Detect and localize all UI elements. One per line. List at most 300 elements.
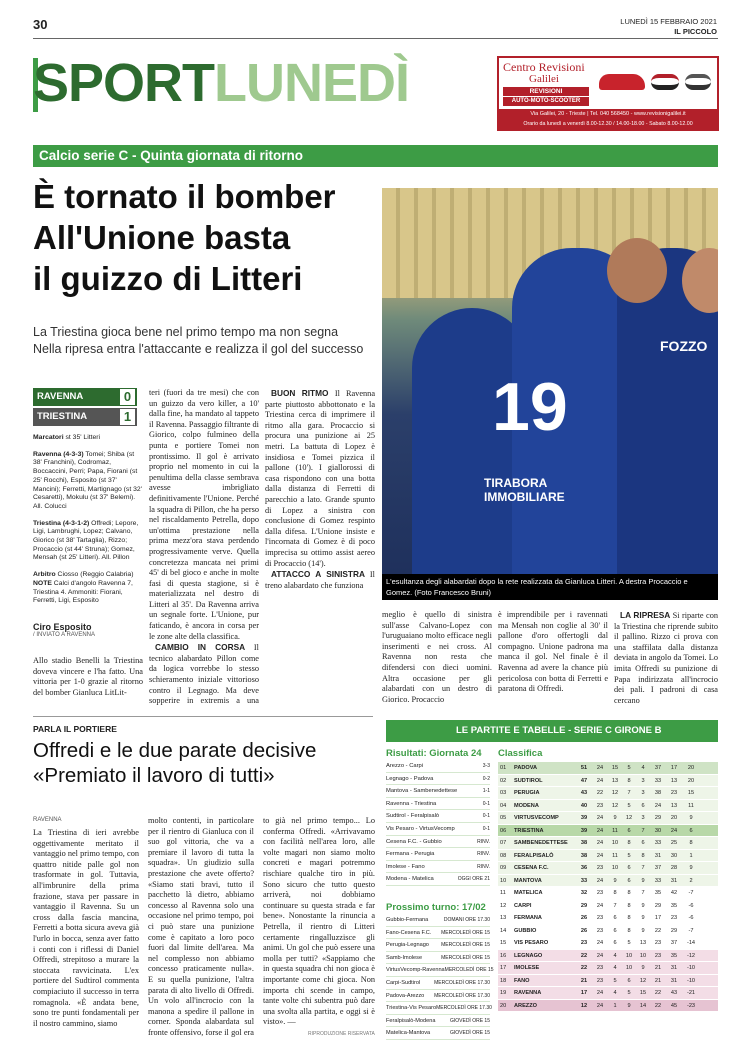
result-match: Legnago - Padova [386, 775, 434, 782]
fixture-value: MERCOLEDÌ ORE 17.30 [436, 1005, 492, 1012]
standings-cell: 24 [596, 952, 604, 959]
standings-cell: 13 [670, 802, 678, 809]
team-name: SUDTIROL [514, 777, 543, 784]
standings-cell: 23 [596, 802, 604, 809]
paragraph-kicker: BUON RITMO [271, 388, 335, 398]
standings-row [498, 837, 718, 850]
standings-cell: 23 [654, 940, 662, 946]
result-value: OGGI ORE 21 [457, 876, 490, 883]
standings-cell: 18 [500, 977, 507, 984]
standings-cell: 6 [613, 927, 617, 934]
standings-cell: 11 [612, 827, 618, 834]
standings-cell: 5 [627, 940, 631, 946]
section-title: Calcio serie C - Quinta giornata di ritorno [39, 148, 304, 163]
standings-row [498, 812, 718, 825]
article-col-1-lead [33, 656, 143, 708]
team-name: MODENA [514, 802, 539, 809]
standings-cell: 10 [639, 952, 647, 959]
standings-cell: 13 [670, 777, 678, 784]
standings-cell: 23 [670, 915, 678, 921]
article-attacco-cont: è imprendibile per i ravennati ma Mensah non coglie al 30' il pallone d'oro offertogli dal compagno. Unione padrona ma manca il gol. Nel finale è il Ravenna ad avere la chance più pericolosa con botta di Ferretti e paratona di Offredi. [498, 610, 608, 694]
standings-cell: 24 [596, 827, 604, 834]
standings-cell: 14 [639, 1002, 647, 1009]
result-match: Ravenna - Triestina [386, 800, 437, 807]
standings-cell: 43 [670, 990, 678, 996]
standings-cell: 2 [689, 877, 693, 884]
fixture-match: VirtusVecomp-Ravenna [386, 967, 445, 974]
standings-cell: 15 [500, 940, 507, 946]
standings-cell: 21 [654, 965, 662, 971]
standings-cell: 24 [596, 777, 604, 784]
result-value: RINV. [477, 863, 490, 870]
standings-cell: 24 [596, 902, 604, 909]
tables-banner [386, 720, 718, 742]
section-bar [33, 145, 718, 167]
standings-cell: 7 [641, 890, 645, 896]
standings-cell: 8 [627, 927, 631, 934]
score-row-home [33, 388, 137, 406]
standings-cell: 24 [596, 765, 604, 771]
standings-row [498, 762, 718, 775]
standings-cell: 01 [500, 765, 507, 771]
subhead-line: Nella ripresa entra l'attaccante e realizza il gol del successo [33, 342, 364, 356]
fixture-match: Padova-Arezzo [386, 992, 425, 999]
standings-cell: 15 [639, 990, 647, 996]
standings-cell: 24 [596, 940, 604, 946]
standings-cell: 39 [580, 815, 588, 821]
standings-row [498, 875, 718, 888]
team-name: VIS PESARO [514, 940, 549, 946]
standings-cell: 4 [613, 990, 617, 996]
tabellino [33, 434, 143, 606]
second-col-2 [148, 816, 254, 1038]
article-col-6 [614, 610, 718, 710]
fixture-match: Samb-Imolese [386, 954, 423, 961]
standings-cell: 47 [580, 777, 588, 784]
standings-cell: 22 [654, 1002, 662, 1009]
fixture-row [386, 939, 490, 952]
fixture-value: GIOVEDÌ ORE 15 [449, 1030, 490, 1037]
standings-cell: 40 [580, 802, 588, 809]
fixture-value: MERCOLEDÌ ORE 17.30 [434, 979, 490, 986]
subhead [33, 324, 378, 358]
result-match: Modena - Matelica [386, 876, 434, 883]
standings-cell: -10 [686, 965, 696, 971]
standings-row [498, 962, 718, 975]
fixture-match: Fano-Cesena F.C. [386, 929, 432, 936]
standings-cell: 20 [687, 777, 695, 784]
score-row-away [33, 408, 137, 426]
standings-cell: 29 [670, 927, 678, 934]
result-row [386, 848, 490, 861]
standings-row [498, 987, 718, 1000]
standings-table [498, 762, 718, 1012]
result-value: 0-2 [482, 775, 490, 782]
byline-place: / INVIATO A RAVENNA [33, 632, 96, 638]
fixture-match: Carpi-Sudtirol [386, 979, 421, 986]
standings-cell: 6 [641, 840, 645, 846]
fixture-value: DOMANI ORE 17.30 [443, 917, 490, 923]
standings-cell: 11 [500, 890, 506, 896]
standings-cell: 8 [689, 840, 693, 846]
standings-cell: 10 [625, 965, 633, 971]
away-team: TRIESTINA [37, 411, 88, 422]
standings-cell: 38 [580, 852, 588, 859]
standings-cell: 31 [654, 852, 662, 859]
team-name: FERALPISALÒ [514, 852, 554, 859]
tables-banner-text: LE PARTITE E TABELLE - SERIE C GIRONE B [456, 725, 662, 736]
fixture-match: Feralpisalò-Modena [386, 1017, 436, 1024]
standings-cell: 23 [596, 965, 604, 971]
paragraph-kicker: LA RIPRESA [620, 610, 673, 620]
standings-cell: -10 [686, 977, 696, 984]
team-name: PERUGIA [514, 790, 540, 796]
standings-cell: 8 [627, 777, 631, 784]
standings-cell: -6 [688, 915, 694, 921]
standings-cell: 12 [611, 802, 619, 809]
standings-cell: 6 [613, 940, 617, 946]
shirt-sponsor: TIRABORA IMMOBILIARE [484, 476, 565, 504]
fixture-value: MERCOLEDÌ ORE 15 [441, 954, 490, 961]
standings-cell: 3 [641, 815, 645, 821]
team-name: IMOLESE [514, 965, 540, 971]
page-number: 30 [33, 17, 48, 32]
standings-cell: 06 [500, 827, 507, 834]
standings-cell: 23 [596, 927, 604, 934]
match-photo [382, 188, 718, 600]
standings-cell: 22 [654, 990, 662, 996]
car-icon [599, 74, 645, 90]
result-value: 0-1 [482, 813, 490, 820]
fixture-row [386, 977, 490, 990]
standings-cell: 23 [580, 940, 588, 946]
second-place: RAVENNA [33, 817, 62, 823]
standings-cell: 17 [654, 915, 662, 921]
team-name: TRIESTINA [514, 827, 544, 834]
standings-cell: 17 [580, 990, 588, 996]
team-name: AREZZO [514, 1002, 537, 1009]
standings-row [498, 937, 718, 950]
standings-cell: 10 [500, 877, 507, 884]
standings-row [498, 925, 718, 938]
standings-cell: 9 [641, 902, 645, 909]
result-match: Vis Pesaro - VirtusVecomp [386, 825, 455, 832]
brand-lunedi: LUNEDÌ [214, 53, 410, 113]
standings-cell: 12 [639, 977, 647, 984]
home-goals: 0 [120, 389, 135, 405]
standings-cell: 28 [670, 865, 678, 871]
standings-cell: 6 [689, 827, 693, 834]
standings-cell: 16 [500, 952, 507, 959]
standings-row [498, 825, 718, 838]
standings-cell: 1 [689, 852, 693, 859]
standings-cell: 33 [580, 877, 588, 884]
result-match: Mantova - Sambenedettese [386, 788, 458, 795]
fixture-value: MERCOLEDÌ ORE 17.30 [434, 992, 490, 999]
standings-cell: 29 [654, 815, 662, 821]
tab-notes: NOTE Calci d'angolo Ravenna 7, Triestina 4. Ammoniti: Fiorani, Ferretti, Ligi, Esposito [33, 579, 133, 605]
home-team: RAVENNA [37, 391, 84, 402]
standings-cell: 5 [613, 977, 617, 984]
second-body-1: La Triestina di ieri avrebbe oggettivamente meritato il vantaggio nel primo tempo, con quattro nitide palle gol non trasformate in gol. Tuttavia, all'imbrunire della prima frazione, stava per passare in vantaggio il Ravenna. Su un cross dalla fascia mancina, Ferretti a botta sicura aveva già l'urlo in bocca, senza aver fatto i conti con i riflessi di Daniel Offredi, strepitoso a murare la stoccata ravvicinata. L'ex portiere del Sudtirol commenta compiaciuto il successo in terra romagnola. «È andata bene, sono tre punti fondamentali per il nostro cammino, siamo [33, 828, 139, 1028]
standings-cell: 23 [670, 790, 678, 796]
standings-cell: 20 [670, 815, 678, 821]
standings-cell: 7 [613, 902, 617, 909]
standings-cell: 14 [500, 927, 507, 934]
standings-cell: 30 [670, 852, 678, 859]
standings-cell: 8 [627, 890, 631, 896]
standings-cell: 09 [500, 865, 507, 871]
shirt-name: FOZZO [660, 338, 708, 354]
article-divider [33, 716, 373, 717]
standings-cell: 7 [627, 790, 631, 796]
team-name: MATELICA [514, 890, 543, 896]
article-cambio-start: CAMBIO IN CORSA Il tecnico alabardato Pillon come da logica vorrebbe lo stesso schieramento iniziale vittorioso contro il Legnago. Ma deve sopperire in extremis a una [149, 642, 259, 706]
standings-cell: 25 [670, 840, 678, 846]
standings-cell: 22 [580, 965, 588, 971]
article-col-5 [498, 610, 608, 710]
standings-cell: 4 [641, 765, 645, 771]
result-value: 3-3 [482, 763, 490, 769]
standings-cell: 9 [689, 815, 693, 821]
standings-row [498, 1000, 718, 1013]
standings-cell: 21 [580, 977, 588, 984]
team-name: FANO [514, 977, 530, 984]
standings-cell: 6 [627, 827, 631, 834]
standings-cell: 38 [654, 790, 662, 796]
fixture-match: Triestina-Vis Pesaro [386, 1005, 437, 1012]
standings-cell: 51 [580, 765, 588, 771]
standings-cell: 33 [654, 777, 662, 784]
standings-cell: -14 [686, 940, 696, 946]
standings-cell: 23 [654, 952, 662, 959]
result-match: Imolese - Fano [386, 863, 425, 870]
tab-scorers: Marcatori st 35' Litteri [33, 434, 101, 441]
result-match: Arezzo - Carpi [386, 763, 424, 769]
standings-cell: 11 [612, 852, 618, 859]
standings-cell: 9 [641, 915, 645, 921]
standings-cell: 17 [670, 765, 678, 771]
standings-cell: -21 [686, 990, 696, 996]
article-ripresa: LA RIPRESA Si riparte con la Triestina che riprende subito il pallino. Rizzo ci prova con una staffilata dalla distanza deviata in angolo da Tomei. Lo imita Offredi su punizione di Papa indirizzata all'incrocio dei pali. I padroni di casa cercano [614, 610, 718, 705]
fixture-match: Perugia-Legnago [386, 942, 429, 949]
standings-cell: 3 [641, 790, 645, 796]
standings-cell: 6 [627, 865, 631, 871]
fixture-row [386, 1002, 490, 1015]
photo-caption-text: L'esultanza degli alabardati dopo la rete realizzata da Gianluca Litteri. A destra Procaccio e Gomez. (Foto Francesco Bruni) [386, 577, 688, 597]
second-title [33, 738, 378, 788]
standings-cell: 26 [580, 927, 588, 934]
article-attacco-start: ATTACCO A SINISTRA Il treno alabardato che funziona [265, 569, 375, 590]
standings-cell: 12 [625, 815, 633, 821]
standings-cell: 43 [580, 790, 588, 796]
result-row [386, 836, 490, 849]
standings-cell: 22 [580, 952, 588, 959]
result-match: Fermana - Perugia [386, 851, 435, 858]
standings-cell: 4 [613, 952, 617, 959]
standings-cell: 45 [670, 1002, 678, 1009]
article-lead-cont: teri (fuori da tre mesi) che con un guizzo da vero killer, a 10' dalla fine, ha mandato al tappeto il Ravenna. Passaggio filtrante di Giorico, colpo fulmineo della punta e portiere Tomei non prontissimo. Il gol è arrivato proprio nel momento in cui la penultima della classe sembrava avesse imbrigliato definitivamente l'Unione. Perché la squadra di Pillon, che ha perso nel riscaldamento Petrella, dopo un'ottima prestazione nella prima mezz'ora stava perdendo progressivamente verve. Quella concretezza mancata nei primi 45' di bel gioco e anche in molte fasi di questa stagione, si è materializzata nel destro di Litteri al 35'. Da Ravenna arriva un segnale forte. L'Unione, pur faticando, è ancora in corsa per le zone alte della classifica. [149, 388, 259, 641]
motorbike-icon [651, 74, 679, 90]
result-row [386, 823, 490, 836]
team-name: VIRTUSVECOMP [514, 815, 559, 821]
standings-cell: 29 [580, 902, 588, 909]
team-name: PADOVA [514, 765, 538, 771]
standings-cell: 03 [500, 790, 507, 796]
standings-cell: 7 [641, 827, 645, 834]
standings-cell: 13 [611, 777, 619, 784]
fixture-value: GIOVEDÌ ORE 15 [449, 1017, 490, 1024]
standings-row [498, 787, 718, 800]
standings-row [498, 775, 718, 788]
second-body-2: molto contenti, in particolare per il rientro di Gianluca con il suo gol vittoria, che va a premiare il lavoro di tutta la squadra». Un giudizio sulla prestazione che avete offerto? «Siamo stati bravi, tutto il pacchetto là dietro, abbiamo concesso al Ravenna solo una occasione nel primo tempo, poi ci può stare una punizione come è capitato a loro poco fuori dal limite dell'area. Ma nel complesso non abbiamo concesso praticamente nulla». E su quella punizione, l'altra parata di alto livello di Offredi. Un volo all'incrocio con la manona a spedire il pallone in corner. Sponda alabardata sul fronte offensivo, forse il gol era [148, 816, 254, 1037]
standings-cell: 15 [611, 765, 619, 771]
standings-cell: 1 [613, 1002, 617, 1009]
team-name: SAMBENEDETTESE [514, 840, 568, 846]
second-kicker: PARLA IL PORTIERE [33, 724, 117, 734]
team-name: MANTOVA [514, 877, 542, 884]
article-lead: Allo stadio Benelli la Triestina doveva vincere e l'ha fatto. Una vittoria per 1-0 grazie al ritorno del bomber Gianluca LitLit- [33, 656, 143, 697]
standings-row [498, 800, 718, 813]
fixture-value: MERCOLEDÌ ORE 15 [441, 929, 490, 936]
standings-cell: 42 [670, 890, 678, 896]
paragraph-kicker: CAMBIO IN CORSA [155, 642, 254, 653]
standings-cell: 24 [670, 827, 678, 834]
second-credit: RIPRODUZIONE RISERVATA [308, 1031, 375, 1037]
paper-name: IL PICCOLO [674, 27, 717, 36]
standings-cell: 24 [596, 1002, 604, 1009]
fixture-row [386, 952, 490, 965]
article-attacco: meglio è quello di sinistra sull'asse Calvano-Lopez con l'uruguaiano molto efficace negli inserimenti e nei cross. Al Ravenna non resta che difendersi con dieci uomini. Altra occasione per gli alabardati con un destro di Giorico. Procaccio [382, 610, 492, 704]
fixture-match: Matelica-Mantova [386, 1030, 431, 1037]
standings-cell: 9 [689, 865, 693, 871]
standings-cell: 24 [654, 802, 662, 809]
standings-cell: 24 [596, 852, 604, 859]
scooter-icon [685, 74, 711, 90]
brand-title [33, 52, 409, 114]
standings-cell: 4 [613, 965, 617, 971]
standings-cell: 11 [688, 802, 694, 809]
standings-cell: 9 [627, 1002, 631, 1009]
standings-cell: 04 [500, 802, 507, 809]
standings-cell: 31 [670, 977, 678, 984]
standings-cell: 35 [670, 952, 678, 959]
results-list [386, 760, 490, 886]
standings-cell: 13 [639, 940, 647, 946]
team-name: RAVENNA [514, 990, 542, 996]
second-body-3: to già nel primo tempo... Lo conferma Offredi. «Arrivavamo con facilità nell'area loro, alle volte magari non siamo molto concreti e magari potremmo rischiare qualche tiro in più. Sono sicuro che tutto questo arriverà, noi dobbiamo continuare su questa strada e far bene». Nonostante la rinuncia a Petrella, il rientro di Litteri certamente ringalluzzisce gli animi. Un gol che può essere una molla per tutti? «Sappiamo che in questa squadra chi non gioca è importante come chi gioca. Non importa chi scende in campo, tante volte chi subentra può dare una svolta alla partita, e oggi si è visto». — [263, 816, 375, 1027]
standings-cell: 23 [596, 915, 604, 921]
article-col-3 [265, 388, 375, 708]
standings-cell: 24 [596, 840, 604, 846]
standings-cell: 5 [627, 765, 631, 771]
standings-cell: 21 [654, 977, 662, 984]
byline-name: Ciro Esposito [33, 622, 92, 632]
shirt-number: 19 [492, 369, 568, 445]
standings-row [498, 900, 718, 913]
standings-cell: 20 [500, 1002, 507, 1009]
standings-cell: 37 [670, 940, 678, 946]
result-row [386, 773, 490, 786]
article-col-2 [149, 388, 259, 708]
standings-cell: 31 [670, 877, 678, 884]
standings-cell: 08 [500, 852, 507, 859]
standings-cell: 37 [654, 865, 662, 871]
standings-cell: 5 [627, 852, 631, 859]
standings-cell: 29 [654, 902, 662, 909]
team-name: LEGNAGO [514, 952, 543, 959]
standings-cell: -7 [688, 927, 694, 934]
standings-cell: 02 [500, 777, 507, 784]
fixture-row [386, 990, 490, 1003]
standings-cell: 12 [500, 902, 507, 909]
score-box [33, 388, 137, 426]
fixture-row [386, 927, 490, 940]
standings-cell: 31 [670, 965, 678, 971]
standings-cell: 9 [613, 815, 617, 821]
standings-cell: 6 [641, 802, 645, 809]
standings-cell: 30 [654, 827, 662, 834]
headline-line: All'Unione basta [33, 219, 291, 256]
standings-cell: 23 [596, 977, 604, 984]
fixture-row [386, 1027, 490, 1040]
standings-cell: 7 [641, 865, 645, 871]
team-name: FERMANA [514, 915, 542, 921]
tab-triestina: Triestina (4-3-1-2) Offredi; Lepore, Ligi, Lambrughi, Lopez; Calvano, Giorico (st 38' Tartaglia), Rizzo; Procaccio (st 44' Struna); Gomez, Mensah (st 25' Litteri). All. Pillon [33, 519, 139, 562]
fixture-value: MERCOLEDÌ ORE 15 [444, 967, 494, 974]
second-title-line: «Premiato il lavoro di tutti» [33, 764, 275, 787]
result-value: 0-1 [482, 800, 490, 807]
paragraph-kicker: ATTACCO A SINISTRA [271, 569, 370, 580]
team-name: CESENA F.C. [514, 865, 549, 871]
standings-row [498, 862, 718, 875]
result-value: RINV. [477, 838, 490, 845]
fixture-row [386, 964, 494, 977]
standings-cell: 24 [596, 990, 604, 996]
byline [33, 622, 143, 638]
standings-cell: 32 [580, 890, 588, 896]
headline-line: È tornato il bomber [33, 178, 336, 215]
standings-cell: 35 [670, 902, 678, 909]
standings-cell: 13 [500, 915, 507, 921]
standings-cell: 20 [687, 765, 695, 771]
standings-title: Classifica [498, 748, 543, 759]
standings-cell: 9 [613, 877, 617, 884]
second-col-1 [33, 828, 139, 1038]
standings-cell: 07 [500, 840, 507, 846]
ad-address: Via Galilei, 20 - Trieste | Tel. 040 568450 - www.revisionigalilei.it [499, 109, 717, 119]
result-value: 1-1 [482, 788, 490, 795]
fixture-row [386, 914, 490, 927]
result-value: RINV. [477, 851, 490, 858]
standings-cell: 8 [627, 915, 631, 921]
standings-row [498, 912, 718, 925]
result-match: Cesena F.C. - Gubbio [386, 838, 442, 845]
standings-cell: 9 [641, 965, 645, 971]
standings-cell: 6 [627, 977, 631, 984]
standings-cell: 12 [611, 790, 619, 796]
headline-line: il guizzo di Litteri [33, 260, 303, 297]
standings-cell: 38 [580, 840, 588, 846]
result-row [386, 785, 490, 798]
fixture-value: MERCOLEDÌ ORE 15 [441, 942, 490, 949]
standings-cell: 5 [627, 990, 631, 996]
standings-cell: 10 [611, 865, 619, 871]
standings-row [498, 850, 718, 863]
result-match: Sudtirol - Feralpisalò [386, 813, 440, 820]
second-col-3 [263, 816, 375, 1031]
result-row [386, 810, 490, 823]
